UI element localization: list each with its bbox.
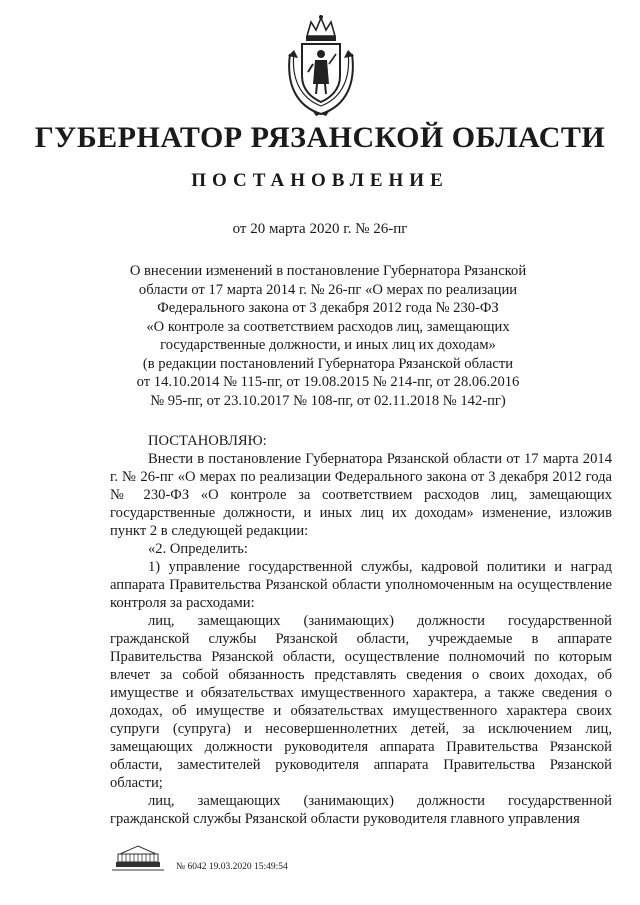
subject-line: Федерального закона от 3 декабря 2012 года № 230-ФЗ xyxy=(157,300,499,316)
subject-line: № 95-пг, от 23.10.2017 № 108-пг, от 02.11.2018 № 142-пг) xyxy=(150,392,506,409)
body-paragraph: Внести в постановление Губернатора Рязанской области от 17 марта 2014 г. № 26-пг «О мерах по реализации Федерального закона от 3 декабря 2012 года № 230-ФЗ «О контроле за соответствием расходов лиц, замещающих государственные должности, и иных лиц их доходам» изменение, изложив пункт 2 в следующей редакции: xyxy=(110,451,612,539)
subject-line: «О контроле за соответствием расходов лиц, замещающих xyxy=(146,318,510,335)
governor-title: ГУБЕРНАТОР РЯЗАНСКОЙ ОБЛАСТИ xyxy=(34,121,606,154)
subject-line: О внесении изменений в постановление Губернатора Рязанской xyxy=(129,263,527,279)
subject-line: государственные должности, и иных лиц их доходам» xyxy=(160,337,496,353)
body-paragraph: лиц, замещающих (занимающих) должности государственной гражданской службы Рязанской области, учреждаемые в аппарате Правительства Рязанской области, осуществление полномочий по которым влечет за собой обязанность представлять сведения о своих доходах, об имуществе и обязательствах имущественного характера, а также сведения о доходах, об имуществе и обязательствах имущественного характера своих супруги (супруга) и несовершеннолетних детей, за исключением лиц, замещающих должности руководителя аппарата Правительства Рязанской области, заместителей руководителя аппарата Правительства Рязанской области; xyxy=(110,613,612,791)
resolve-heading: ПОСТАНОВЛЯЮ: xyxy=(148,433,267,449)
document-type: ПОСТАНОВЛЕНИЕ xyxy=(191,170,449,191)
coat-of-arms-icon xyxy=(282,14,360,118)
document-registration-id: № 6042 19.03.2020 15:49:54 xyxy=(176,862,288,872)
subject-line: от 14.10.2014 № 115-пг, от 19.08.2015 № 214-пг, от 28.06.2016 xyxy=(136,374,520,390)
body-paragraph: 1) управление государственной службы, кадровой политики и наград аппарата Правительства Рязанской области уполномоченным на осуществление контроля за расходами: xyxy=(110,559,612,611)
subject-line: области от 17 марта 2014 г. № 26-пг «О мерах по реализации xyxy=(138,281,518,298)
decree-body xyxy=(110,432,612,828)
subject-line: (в редакции постановлений Губернатора Рязанской области xyxy=(142,355,514,372)
body-paragraph: лиц, замещающих (занимающих) должности государственной гражданской службы Рязанской области руководителя главного управления xyxy=(110,793,612,827)
body-paragraph: «2. Определить: xyxy=(148,541,248,557)
registry-stamp-icon xyxy=(112,842,164,872)
decree-date-number: от 20 марта 2020 г. № 26-пг xyxy=(232,221,408,237)
decree-subject xyxy=(120,262,536,410)
